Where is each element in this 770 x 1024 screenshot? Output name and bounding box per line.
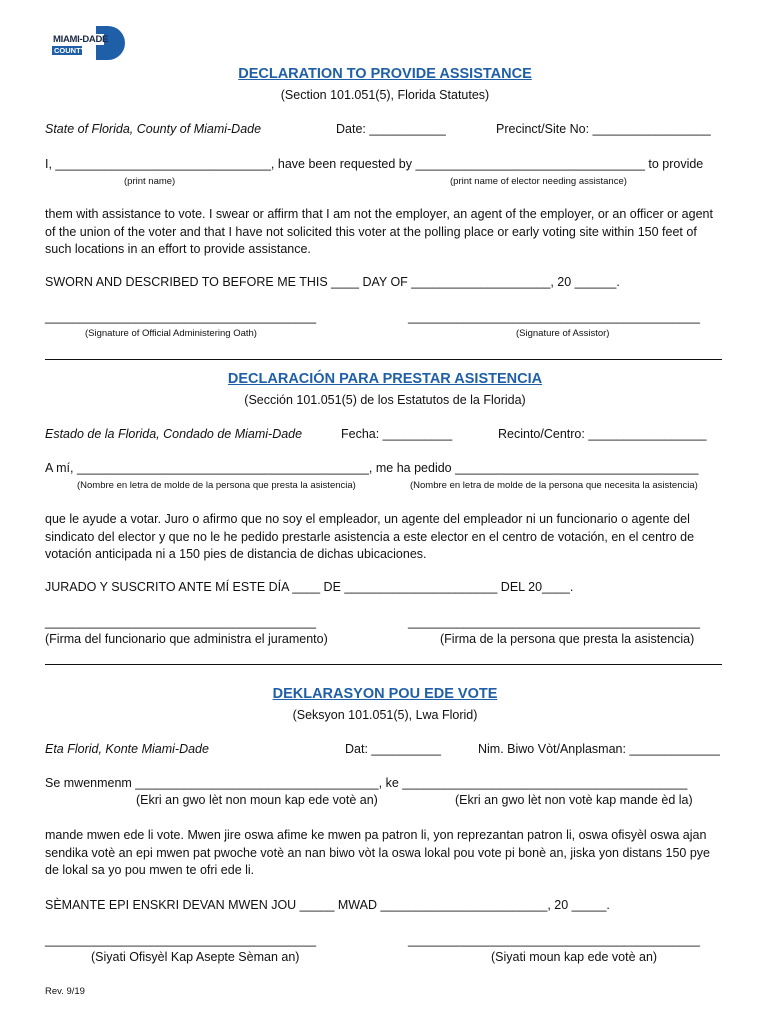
miami-dade-logo [50,24,126,62]
spanish-precinct-field[interactable]: Recinto/Centro: _________________ [498,427,707,441]
section-divider [45,664,722,665]
creole-precinct-field[interactable]: Nim. Biwo Vòt/Anplasman: _____________ [478,742,720,756]
english-state-county: State of Florida, County of Miami-Dade [45,122,262,136]
english-title: DECLARATION TO PROVIDE ASSISTANCE [238,66,532,82]
english-sworn-line[interactable]: SWORN AND DESCRIBED TO BEFORE ME THIS ____ DAY OF ____________________, 20 ______. [45,275,620,289]
logo-text-secondary: COUNTY [54,46,86,55]
spanish-requested-line[interactable]: A mí, __________________________________________, me ha pedido ___________________________________ [45,461,699,475]
spanish-assistor-signature-label: (Firma de la persona que presta la asistencia) [440,632,695,646]
english-precinct-field[interactable]: Precinct/Site No: _________________ [496,122,711,136]
creole-state-county: Eta Florid, Konte Miami-Dade [45,742,209,756]
creole-print-name-label: (Ekri an gwo lèt non moun kap ede votè an) [136,793,378,807]
english-assistor-signature-label: (Signature of Assistor) [516,328,610,339]
creole-oath-paragraph: mande mwen ede li vote. Mwen jire oswa afime ke mwen pa patron li, yon reprezantan patron li, oswa ofisyèl oswa ajan sendika votè an epi mwen pat pwoche votè an nan biwo vòt la oswa lokal pou vote pi bonè an, jiska yon distans 150 pye de lokal sa yo pou mwen te ofri ede li. [45,828,711,877]
spanish-official-signature-label: (Firma del funcionario que administra el juramento) [45,632,328,646]
english-oath-paragraph: them with assistance to vote. I swear or affirm that I am not the employer, an agent of the employer, or an officer or agent of the union of the voter and that I have not solicited this voter at the polling place or early voting site within 150 feet of such locations in an effort to provide assistance. [45,207,713,256]
creole-section-citation: (Seksyon 101.051(5), Lwa Florid) [292,708,478,722]
english-official-signature-label: (Signature of Official Administering Oath) [85,328,257,339]
english-requested-line[interactable]: I, _______________________________, have been requested by _________________________________ to provide [45,157,704,171]
creole-official-signature-label: (Siyati Ofisyèl Kap Asepte Sèman an) [91,950,300,964]
creole-assistor-signature-label: (Siyati moun kap ede votè an) [491,950,658,964]
spanish-date-field[interactable]: Fecha: __________ [341,427,453,441]
spanish-official-signature-line[interactable]: _______________________________________ [45,615,317,629]
spanish-assistor-signature-line[interactable]: __________________________________________ [408,615,700,629]
revision-label: Rev. 9/19 [45,986,85,997]
spanish-state-county: Estado de la Florida, Condado de Miami-Dade [45,427,303,441]
creole-requested-line[interactable]: Se mwenmenm ___________________________________, ke _________________________________________ [45,776,688,790]
section-divider [45,359,722,360]
creole-print-elector-label: (Ekri an gwo lèt non votè kap mande èd la) [455,793,693,807]
spanish-print-elector-label: (Nombre en letra de molde de la persona que necesita la asistencia) [410,480,698,491]
english-print-elector-label: (print name of elector needing assistance) [450,176,627,187]
creole-official-signature-line[interactable]: _______________________________________ [45,933,317,947]
spanish-sworn-line[interactable]: JURADO Y SUSCRITO ANTE MÍ ESTE DÍA ____ DE ______________________ DEL 20____. [45,580,574,594]
creole-sworn-line[interactable]: SÈMANTE EPI ENSKRI DEVAN MWEN JOU _____ MWAD ________________________, 20 _____. [45,898,610,912]
english-print-name-label: (print name) [124,176,176,187]
creole-title: DEKLARASYON POU EDE VOTE [272,686,498,702]
spanish-section-citation: (Sección 101.051(5) de los Estatutos de la Florida) [244,393,526,407]
logo-text-primary: MIAMI-DADE [53,34,109,45]
creole-assistor-signature-line[interactable]: __________________________________________ [408,933,700,947]
english-official-signature-line[interactable]: _______________________________________ [45,310,317,324]
spanish-title: DECLARACIÓN PARA PRESTAR ASISTENCIA [227,371,543,387]
english-date-field[interactable]: Date: ___________ [336,122,446,136]
english-assistor-signature-line[interactable]: __________________________________________ [408,310,700,324]
spanish-oath-paragraph: que le ayude a votar. Juro o afirmo que no soy el empleador, un agente del empleador ni un funcionario o agente del sindicato del elector y que no le he pedido prestarle asistencia a este elector en el centro de votación, en el centro de votación anticipada ni a 150 pies de distancia de dichas ubicaciones. [45,512,695,561]
spanish-print-name-label: (Nombre en letra de molde de la persona que presta la asistencia) [77,480,356,491]
creole-date-field[interactable]: Dat: __________ [345,742,441,756]
english-section-citation: (Section 101.051(5), Florida Statutes) [280,88,490,102]
